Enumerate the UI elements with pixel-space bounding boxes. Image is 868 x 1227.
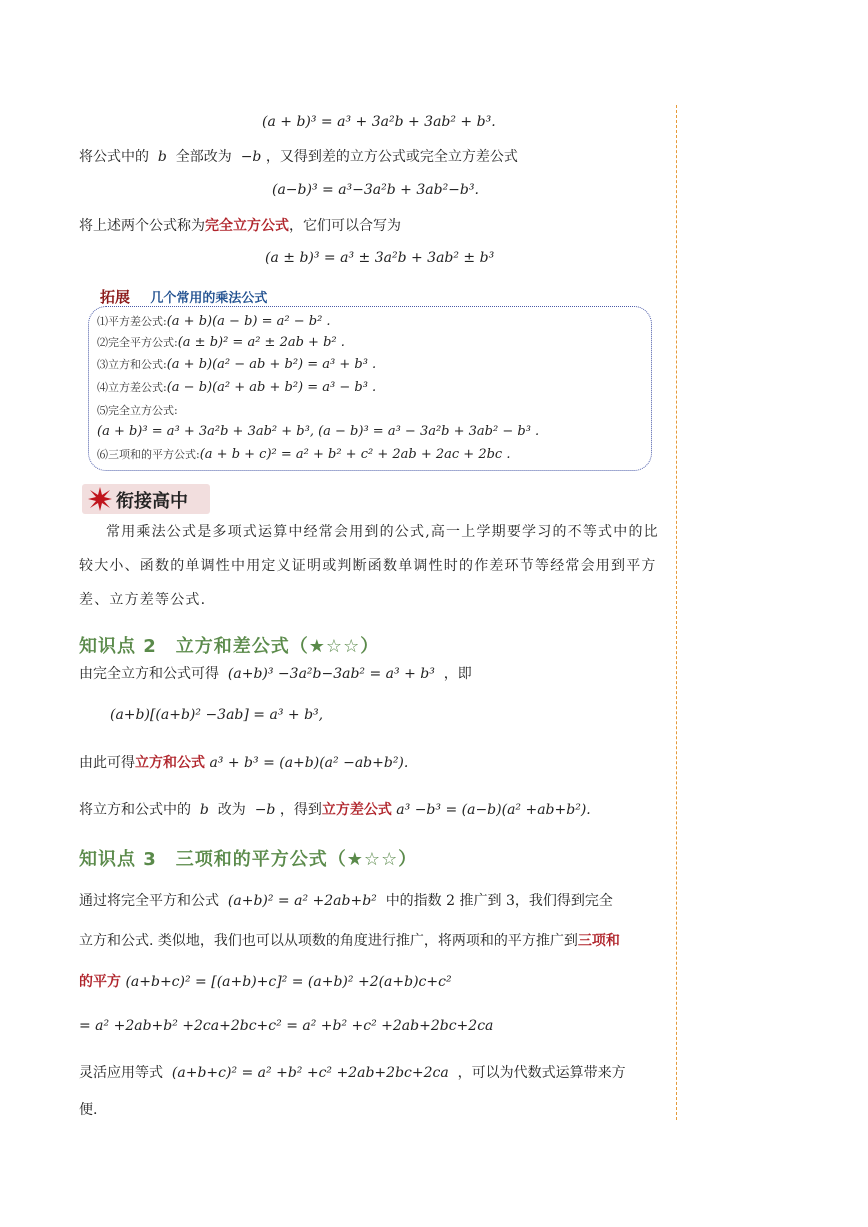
text-line-1: 将公式中的 b 全部改为 −b ，又得到差的立方公式或完全立方差公式 (79, 149, 518, 165)
bridge-para-1: 常用乘法公式是多项式运算中经常会用到的公式,高一上学期要学习的不等式中的比 (106, 524, 659, 540)
bridge-para-3: 差、立方差等公式. (79, 592, 207, 608)
kp2-line-3: 由此可得立方和公式 a³ + b³ = (a+b)(a² −ab+b²). (79, 755, 409, 771)
ext-item-6: ⑹三项和的平方公式:(a + b + c)² = a² + b² + c² + 2ab + 2ac + 2bc . (97, 447, 511, 462)
extension-title: 拓展 (100, 288, 131, 306)
ext-item-5-formulas: (a + b)³ = a³ + 3a²b + 3ab² + b³, (a − b)³ = a³ − 3a²b + 3ab² − b³ . (97, 424, 540, 439)
extension-subtitle: 几个常用的乘法公式 (150, 291, 268, 306)
kp3-line-1: 通过将完全平方和公式 (a+b)² = a² +2ab+b² 中的指数 2 推广到 3，我们得到完全 (79, 893, 613, 909)
burst-icon (88, 487, 112, 511)
kp3-line-5: 灵活应用等式 (a+b+c)² = a² +b² +c² +2ab+2bc+2ca ，可以为代数式运算带来方 (79, 1065, 626, 1081)
kp3-line-6: 便. (79, 1102, 98, 1118)
kp2-title: 知识点 2 立方和差公式（★☆☆） (79, 636, 380, 657)
kp3-line-4: = a² +2ab+b² +2ca+2bc+c² = a² +b² +c² +2ab+2bc+2ca (79, 1018, 494, 1034)
ext-item-2: ⑵完全平方公式:(a ± b)² = a² ± 2ab + b² . (97, 335, 345, 350)
margin-line (676, 105, 677, 1120)
formula-cube-sum: (a + b)³ = a³ + 3a²b + 3ab² + b³. (262, 114, 496, 130)
bridge-title: 衔接高中 (116, 491, 188, 512)
text-line-2: 将上述两个公式称为完全立方公式，它们可以合写为 (79, 218, 401, 234)
kp3-line-2: 立方和公式. 类似地，我们也可以从项数的角度进行推广，将两项和的平方推广到三项和 (79, 933, 620, 949)
ext-item-4: ⑷立方差公式:(a − b)(a² + ab + b²) = a³ − b³ . (97, 380, 377, 395)
kp2-line-1: 由完全立方和公式可得 (a+b)³ −3a²b−3ab² = a³ + b³ ，即 (79, 666, 472, 682)
bridge-para-2: 较大小、函数的单调性中用定义证明或判断函数单调性时的作差环节等经常会用到平方 (79, 558, 657, 574)
ext-item-1: ⑴平方差公式:(a + b)(a − b) = a² − b² . (97, 314, 331, 329)
formula-cube-pm: (a ± b)³ = a³ ± 3a²b + 3ab² ± b³ (265, 250, 495, 266)
kp3-line-3: 的平方 (a+b+c)² = [(a+b)+c]² = (a+b)² +2(a+b)c+c² (79, 974, 452, 990)
extension-heading (100, 286, 267, 307)
kp2-line-4: 将立方和公式中的 b 改为 −b ，得到立方差公式 a³ −b³ = (a−b)(a² +ab+b²). (79, 802, 591, 818)
ext-item-5: ⑸完全立方公式: (97, 404, 178, 417)
ext-item-3: ⑶立方和公式:(a + b)(a² − ab + b²) = a³ + b³ . (97, 357, 377, 372)
kp3-title: 知识点 3 三项和的平方公式（★☆☆） (79, 849, 418, 870)
formula-cube-diff: (a−b)³ = a³−3a²b + 3ab²−b³. (272, 182, 479, 198)
kp2-line-2: (a+b)[(a+b)² −3ab] = a³ + b³, (110, 707, 324, 723)
